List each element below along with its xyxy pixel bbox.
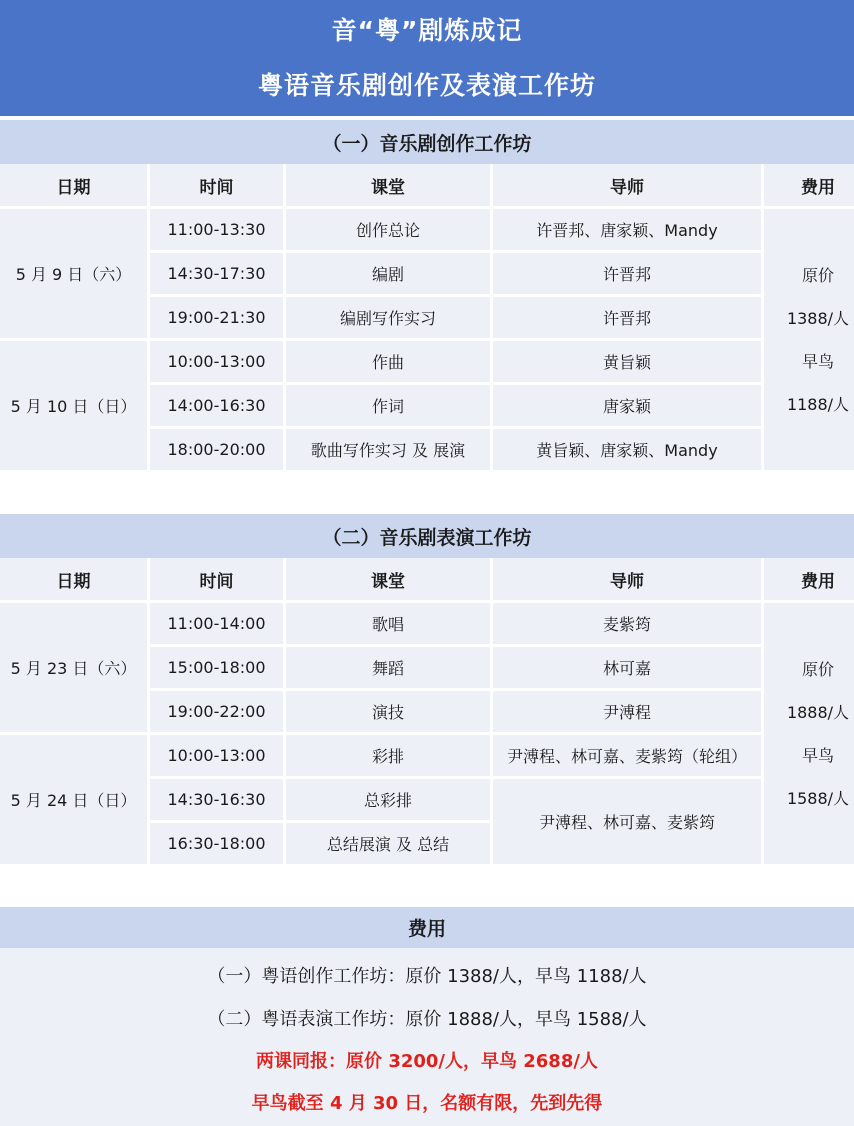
tutor-cell: 黄旨颖 (493, 341, 761, 382)
time-cell: 11:00-14:00 (150, 603, 283, 644)
date-cell: 5 月 9 日（六） (0, 209, 147, 338)
class-cell: 歌唱 (286, 603, 490, 644)
col-header-time: 时间 (150, 164, 283, 206)
section2-schedule-table (0, 555, 854, 867)
tutor-cell: 麦紫筠 (493, 603, 761, 644)
col-header-class: 课堂 (286, 558, 490, 600)
col-header-tutor: 导师 (493, 164, 761, 206)
time-cell: 14:30-17:30 (150, 253, 283, 294)
time-cell: 19:00-22:00 (150, 691, 283, 732)
tutor-cell: 许晋邦 (493, 297, 761, 338)
section1-schedule-table (0, 161, 854, 473)
class-cell: 彩排 (286, 735, 490, 776)
early-bird-deadline: 早鸟截至 4 月 30 日，名额有限，先到先得 (251, 1093, 603, 1114)
tutor-cell: 尹溥程、林可嘉、麦紫筠 (493, 779, 761, 864)
class-cell: 歌曲写作实习 及 展演 (286, 429, 490, 470)
fees-summary-panel (0, 948, 854, 1126)
table-row (0, 209, 854, 250)
col-header-tutor: 导师 (493, 558, 761, 600)
date-cell: 5 月 24 日（日） (0, 735, 147, 864)
class-cell: 总彩排 (286, 779, 490, 820)
page-header (0, 0, 854, 116)
tutor-cell: 尹溥程、林可嘉、麦紫筠（轮组） (493, 735, 761, 776)
time-cell: 10:00-13:00 (150, 735, 283, 776)
class-cell: 编剧 (286, 253, 490, 294)
col-header-time: 时间 (150, 558, 283, 600)
section2-title: （二）音乐剧表演工作坊 (0, 514, 854, 558)
class-cell: 舞蹈 (286, 647, 490, 688)
table-row (0, 603, 854, 644)
tutor-cell: 尹溥程 (493, 691, 761, 732)
fee-line-performance: （二）粤语表演工作坊：原价 1888/人，早鸟 1588/人 (207, 1009, 647, 1030)
class-cell: 演技 (286, 691, 490, 732)
fee-value-original: 1388/人 (786, 308, 850, 328)
class-cell: 编剧写作实习 (286, 297, 490, 338)
time-cell: 10:00-13:00 (150, 341, 283, 382)
col-header-date: 日期 (0, 558, 147, 600)
class-cell: 作曲 (286, 341, 490, 382)
page-subtitle: 粤语音乐剧创作及表演工作坊 (257, 71, 596, 100)
time-cell: 18:00-20:00 (150, 429, 283, 470)
fee-value-early: 1188/人 (786, 394, 850, 414)
table-header-row (0, 164, 854, 206)
time-cell: 14:00-16:30 (150, 385, 283, 426)
col-header-fee: 费用 (764, 164, 854, 206)
time-cell: 11:00-13:30 (150, 209, 283, 250)
section1-title: （一）音乐剧创作工作坊 (0, 120, 854, 164)
time-cell: 15:00-18:00 (150, 647, 283, 688)
time-cell: 19:00-21:30 (150, 297, 283, 338)
fee-value-early: 1588/人 (786, 788, 850, 808)
fee-cell (764, 603, 854, 864)
col-header-class: 课堂 (286, 164, 490, 206)
tutor-cell: 许晋邦、唐家颖、Mandy (493, 209, 761, 250)
table-header-row (0, 558, 854, 600)
tutor-cell: 许晋邦 (493, 253, 761, 294)
date-cell: 5 月 10 日（日） (0, 341, 147, 470)
fee-label-original: 原价 (801, 265, 834, 285)
time-cell: 16:30-18:00 (150, 823, 283, 864)
col-header-fee: 费用 (764, 558, 854, 600)
tutor-cell: 唐家颖 (493, 385, 761, 426)
class-cell: 创作总论 (286, 209, 490, 250)
tutor-cell: 林可嘉 (493, 647, 761, 688)
time-cell: 14:30-16:30 (150, 779, 283, 820)
fee-line-creative: （一）粤语创作工作坊：原价 1388/人，早鸟 1188/人 (207, 966, 647, 987)
fee-value-original: 1888/人 (786, 702, 850, 722)
fee-cell (764, 209, 854, 470)
fee-label-original: 原价 (801, 659, 834, 679)
col-header-date: 日期 (0, 164, 147, 206)
date-cell: 5 月 23 日（六） (0, 603, 147, 732)
fee-label-early: 早鸟 (801, 351, 834, 371)
fee-line-bundle: 两课同报：原价 3200/人，早鸟 2688/人 (256, 1051, 598, 1072)
class-cell: 作词 (286, 385, 490, 426)
fees-title: 费用 (0, 907, 854, 948)
table-row (0, 735, 854, 776)
fee-label-early: 早鸟 (801, 745, 834, 765)
table-row (0, 341, 854, 382)
class-cell: 总结展演 及 总结 (286, 823, 490, 864)
page-title: 音“粤”剧炼成记 (331, 16, 523, 45)
tutor-cell: 黄旨颖、唐家颖、Mandy (493, 429, 761, 470)
